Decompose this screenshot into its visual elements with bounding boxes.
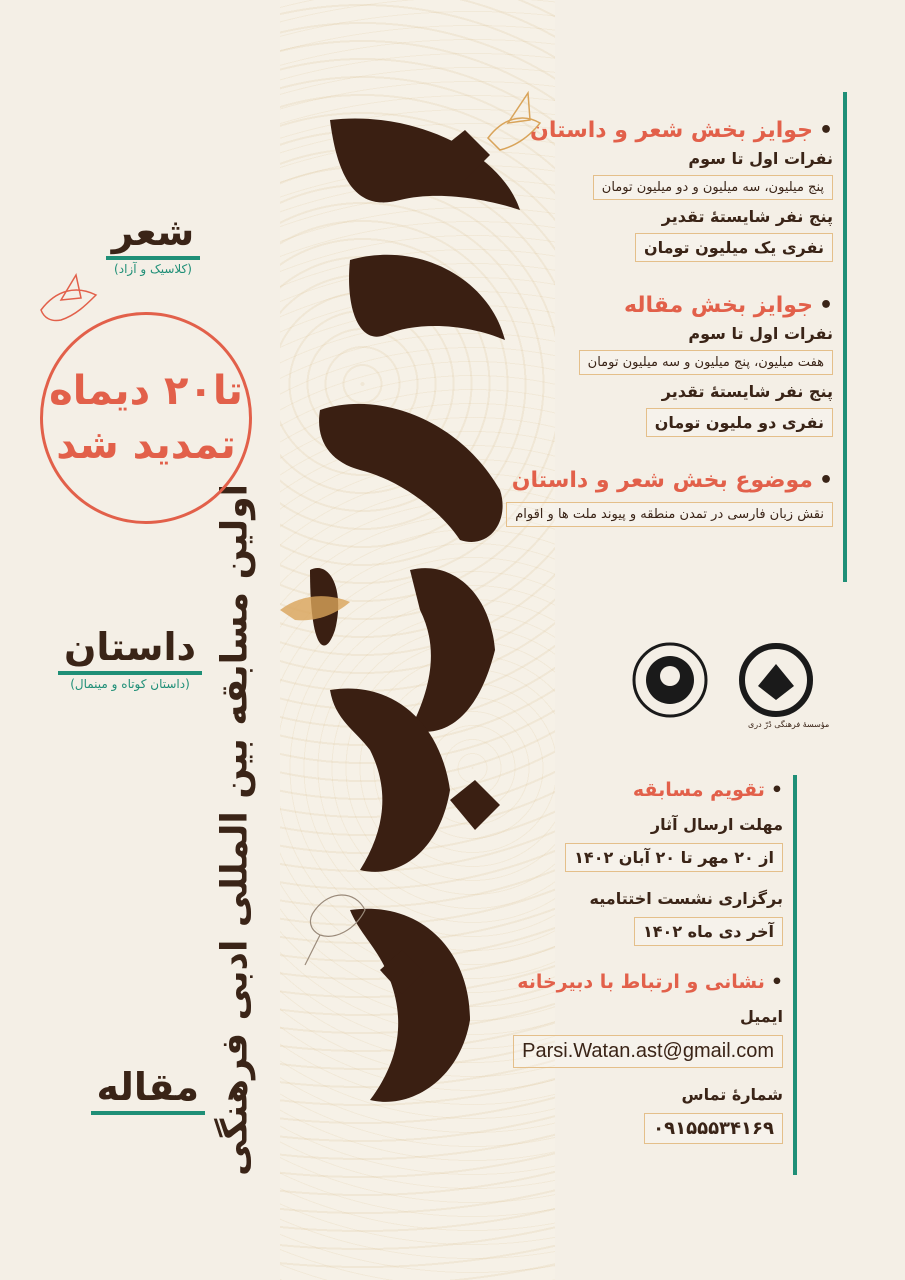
calendar-heading: • تقویم مسابقه <box>483 779 783 801</box>
extension-line-1: تا۲۰ دیماه <box>49 368 243 414</box>
deadline-value: از ۲۰ مهر تا ۲۰ آبان ۱۴۰۲ <box>565 843 783 872</box>
story-label <box>55 625 205 691</box>
prizes-section <box>511 92 847 582</box>
institute-logo <box>738 642 814 718</box>
calendar-contact-section <box>483 775 797 1175</box>
vertical-title-text: اولین مسابقه بین المللی ادبی فرهنگی <box>214 484 256 1176</box>
phone-number[interactable]: ۰۹۱۵۵۵۳۴۱۶۹ <box>644 1113 783 1144</box>
poetry-subtitle: (کلاسیک و آزاد) <box>114 262 192 276</box>
email-link[interactable]: Parsi.Watan.ast@gmail.com <box>513 1035 783 1068</box>
prizes-poetry-story-first-label: نفرات اول تا سوم <box>688 149 833 168</box>
bird-illustration-bottom <box>295 870 375 970</box>
extension-line-2: تمدید شد <box>56 422 236 468</box>
institute-logo-caption: مؤسسهٔ فرهنگی دُرّ دری <box>748 720 830 729</box>
story-subtitle: (داستان کوتاه و مینمال) <box>70 677 190 691</box>
prizes-article-honorable-value: نفری دو ملیون تومان <box>646 408 833 437</box>
prizes-poetry-story-heading: • جوایز بخش شعر و داستان <box>533 118 833 143</box>
bird-illustration-middle <box>275 580 355 630</box>
prizes-poetry-story-honorable-value: نفری یک میلیون تومان <box>635 233 833 262</box>
poetry-title: شعر <box>106 210 200 260</box>
topic-value: نقش زبان فارسی در تمدن منطقه و پیوند ملت ها و اقوام <box>506 502 833 527</box>
phone-label: شمارهٔ تماس <box>681 1085 783 1104</box>
story-title: داستان <box>58 625 202 675</box>
extension-badge <box>40 312 252 524</box>
prizes-article-heading: • جوایز بخش مقاله <box>533 293 833 318</box>
prizes-article-first-label: نفرات اول تا سوم <box>688 324 833 343</box>
article-label <box>95 1065 205 1115</box>
prizes-article-honorable-label: پنج نفر شایستهٔ تقدیر <box>661 382 833 401</box>
ceremony-value: آخر دی ماه ۱۴۰۲ <box>634 917 783 946</box>
prizes-poetry-story-first-value: پنج میلیون، سه میلیون و دو میلیون تومان <box>593 175 833 200</box>
vertical-title <box>200 484 270 1176</box>
poetry-label <box>98 210 208 276</box>
deadline-label: مهلت ارسال آثار <box>650 815 783 834</box>
prizes-article-first-value: هفت میلیون، پنج میلیون و سه میلیون تومان <box>579 350 833 375</box>
prizes-poetry-story-honorable-label: پنج نفر شایستهٔ تقدیر <box>661 207 833 226</box>
contact-heading: • نشانی و ارتباط با دبیرخانه <box>483 971 783 993</box>
email-label: ایمیل <box>739 1007 783 1026</box>
logos <box>630 640 830 730</box>
article-title: مقاله <box>91 1065 205 1115</box>
massoud-foundation-logo <box>630 640 710 720</box>
topic-heading: • موضوع بخش شعر و داستان <box>533 468 833 493</box>
ceremony-label: برگزاری نشست اختتامیه <box>589 889 783 908</box>
